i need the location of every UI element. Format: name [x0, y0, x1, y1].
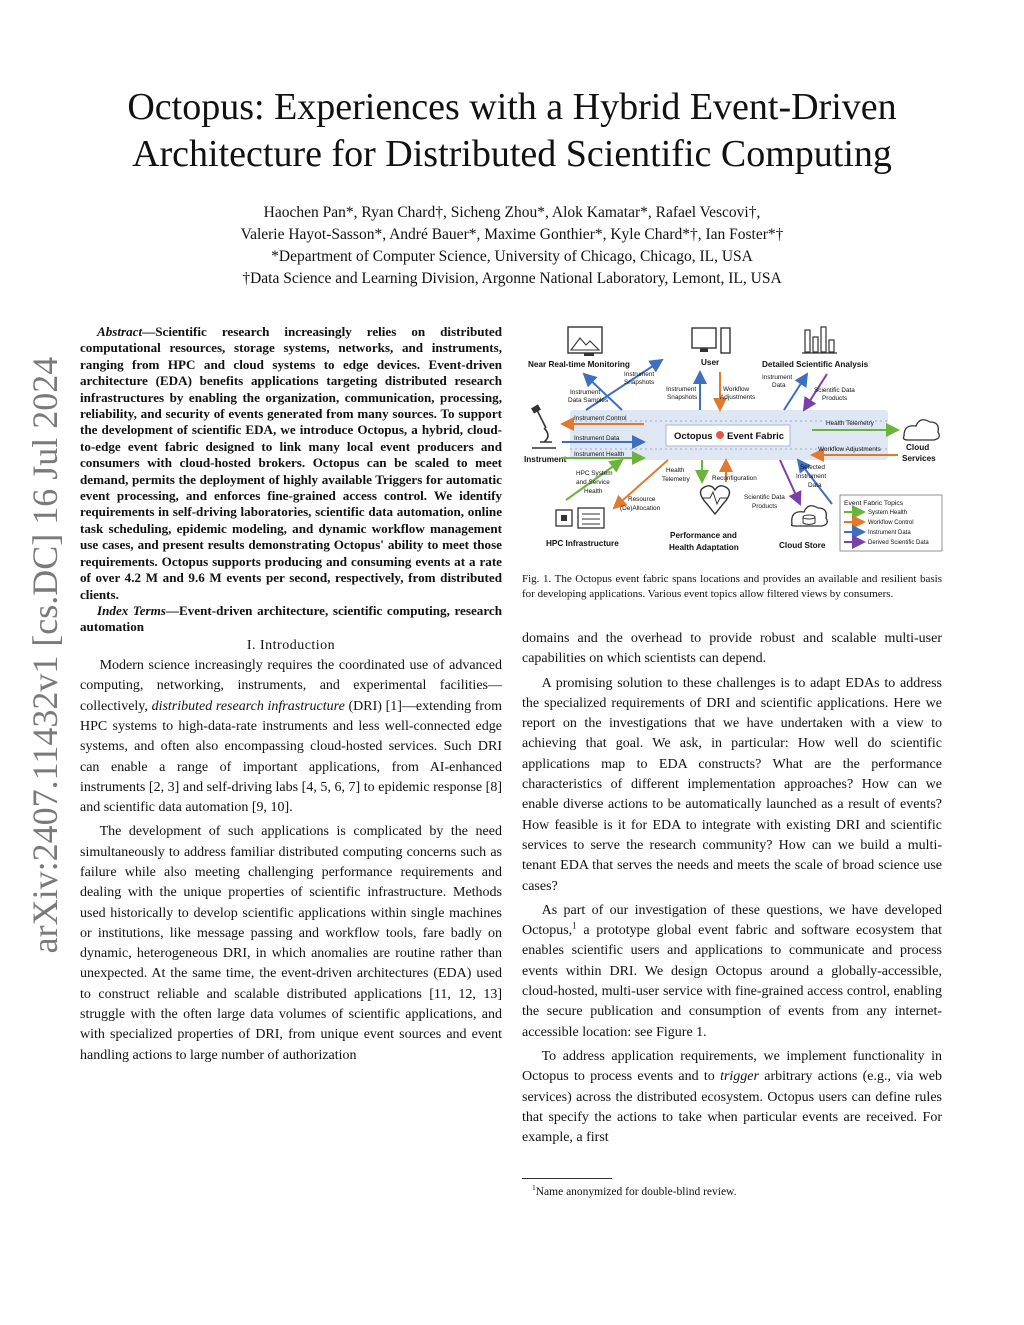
label-instrument-data: Instrument Data	[574, 435, 620, 442]
label-health-telemetry-2a: Health	[666, 467, 685, 474]
node-performance-2: Health Adaptation	[669, 543, 739, 552]
fabric-label-2: Event Fabric	[727, 431, 785, 442]
right-column	[522, 629, 942, 1148]
legend-item-label: Workflow Control	[868, 520, 914, 526]
index-terms-text: Event-driven architecture, scientific computing, research automation	[80, 602, 502, 635]
intro-paragraph-1: Modern science increasingly requires the coordinated use of advanced computing, networking, instruments, and experimental facilities—collectively, distributed research infrastructure (DRI) [1]—extending from HPC systems to high-data-rate instruments and less well-connected edge systems, and often also encompassing cloud-hosted services. Such DRI can enable a range of important applications, from AI-enhanced instruments [2, 3] and self-driving labs [4, 5, 6, 7] to epidemic response [8] and scientific data automation [9, 10].	[80, 658, 502, 816]
label-instrument-snapshots-2: Snapshots	[624, 379, 655, 386]
label-detailed-data-1: Instrument	[762, 374, 793, 381]
fabric-label: Octopus	[674, 431, 713, 442]
intro-paragraph-5: To address application requirements, we implement functionality in Octopus to process events and to trigger arbitrary actions (e.g., via web services) across the distributed ecosystem. Octopus users can define rules that specify the actions to take when particular events are received. For example, a first	[522, 1048, 942, 1146]
author-line-1: Haochen Pan*, Ryan Chard†, Sicheng Zhou*, Alok Kamatar*, Rafael Vescovi†,	[263, 204, 761, 221]
intro-paragraph-3: A promising solution to these challenges is to adapt EDAs to address the specialized requirements of DRI and scientific applications. Here we report on the investigations that we have undertaken with a view to achieving that goal. We ask, in particular: How well do scientific applications map to EDA constructs? What are the performance characteristics of different implementation approaches? How can we enable diverse actions to be automatically launched as a result of events? How feasible is it for EDA to integrate with existing DRI and scientific services to serve the research community? How can we build a multi-tenant EDA that serves the needs and meets the scale of broad science use cases?	[522, 675, 942, 894]
node-cloud-services-2: Services	[902, 454, 936, 463]
label-detailed-products-1: Scientific Data	[814, 387, 855, 394]
abstract: Abstract—Scientific research increasingly relies on distributed computational resources, storage systems, networks, and instruments, ranging from HPC and cloud systems to edge devices. Event-driven architecture (EDA) benefits applications targeting distributed research infrastructures by enabling the organization, communication, processing, reliability, and security of events generated from many sources. To support the development of scientific EDA, we introduce Octopus, a hybrid, cloud-to-edge event fabric designed to link many local event producers and consumers with cloud-hosted brokers. Octopus can be scaled to meet demand, permits the deployment of highly available Triggers for automatic event processing, and enforces fine-grained access control. We identify requirements in self-driving laboratories, scientific data automation, online task scheduling, epidemic modeling, and dynamic workflow management use cases, and present results demonstrating Octopus' ability to meet those requirements. Octopus supports producing and consuming events at a rate of over 4.2 M and 9.6 M events per second, respectively, from distributed clients.	[80, 324, 502, 602]
node-hpc-infrastructure: HPC Infrastructure	[546, 539, 619, 548]
footnote-1	[532, 1183, 737, 1198]
label-selected-3: Data	[808, 482, 822, 489]
footnote-divider	[522, 1178, 612, 1179]
label-data-samples-1: Instrument	[570, 389, 601, 396]
label-store-products-2: Products	[752, 503, 778, 510]
legend-title: Event Fabric Topics	[844, 500, 904, 507]
node-performance-1: Performance and	[670, 531, 737, 540]
bar-chart-icon	[802, 327, 837, 353]
section-heading-introduction: I. Introduction	[246, 637, 336, 653]
node-instrument: Instrument	[524, 455, 567, 464]
abstract-label: Abstract	[97, 324, 143, 339]
label-hpc-health-1: HPC System	[576, 470, 613, 477]
label-detailed-data-2: Data	[772, 382, 786, 389]
label-selected-1: Selected	[800, 464, 825, 471]
legend-item-label: Derived Scientific Data	[868, 540, 929, 546]
legend-item-label: Instrument Data	[868, 530, 911, 536]
label-hpc-health-3: Health	[584, 488, 603, 495]
label-detailed-products-2: Products	[822, 395, 848, 402]
left-column	[80, 324, 502, 1066]
label-instrument-snapshots-1: Instrument	[624, 371, 655, 378]
heart-pulse-icon	[701, 486, 730, 514]
node-cloud-services-1: Cloud	[906, 443, 930, 452]
label-data-samples-2: Data Samples	[568, 397, 609, 404]
label-instrument-control: Instrument Control	[574, 415, 627, 422]
label-hpc-health-2: and Service	[576, 479, 610, 486]
figure-1-caption: Fig. 1. The Octopus event fabric spans locations and provides an available and resilient basis for developing applications. Various event topics allow filtered views by consumers.	[522, 573, 942, 600]
label-reconfiguration: Reconfiguration	[712, 475, 757, 482]
node-near-realtime-monitoring: Near Real-time Monitoring	[528, 360, 630, 369]
node-user: User	[701, 358, 720, 367]
cloud-services-icon	[904, 420, 940, 440]
label-workflow-adjustments-2: Adjustments	[720, 394, 756, 401]
cloud-store-icon	[792, 506, 828, 526]
intro-paragraph-2: The development of such applications is complicated by the need simultaneously to address familiar distributed computing concerns such as failure while also meeting challenging performance requirements and dealing with the unique properties of scientific infrastructure. Methods used historically to develop scientific applications within single machines or institutions, like message passing and workflow tools, fare badly on dynamic, heterogeneous DRI, in which anomalies are routine rather than unexpected. At the same time, the event-driven architectures (EDA) used to construct reliable and scalable distributed applications [11, 12, 13] struggle with the often large data volumes of scientific applications, and with specialized properties of DRI, from unique event sources and event handling actions to large number of authorization	[80, 824, 502, 1063]
label-health-telemetry-2b: Telemetry	[662, 476, 690, 483]
hpc-chip-icon	[556, 508, 604, 528]
label-workflow-adjustments-cloud: Workflow Adjustments	[818, 446, 881, 453]
user-computer-icon	[692, 328, 730, 353]
intro-paragraph-4: As part of our investigation of these questions, we have developed Octopus,$^1$ a prototype global event fabric and software ecosystem that enables scientific users and applications to communicate and process events within DRI. We design Octopus around a globally-accessible, cloud-hosted, multi-user service with fine-grained access control, enabling the secure publication and consumption of events from any internet-accessible location: see Figure 1.	[522, 902, 942, 1040]
footnote-text: Name anonymized for double-blind review.	[535, 1186, 737, 1198]
abstract-text: Scientific research increasingly relies on distributed computational resources, storage systems, networks, and instruments, ranging from HPC and cloud systems to edge devices. Event-driven architecture (EDA) benefits applications targeting distributed research infrastructures by enabling the organization, communication, processing, reliability, and security of events generated from many sources. To support the development of scientific EDA, we introduce Octopus, a hybrid, cloud-to-edge event fabric designed to link many local event producers and consumers with cloud-hosted brokers. Octopus can be scaled to meet demand, permits the deployment of highly available Triggers for automatic event processing, and enforces fine-grained access control. We identify requirements in self-driving laboratories, scientific data automation, online task scheduling, epidemic modeling, and dynamic workflow management use cases, and present results demonstrating Octopus' ability to meet those requirements. Octopus supports producing and consuming events at a rate of over 4.2 M and 9.6 M events per second, respectively, from distributed clients.	[80, 324, 502, 602]
node-detailed-analysis: Detailed Scientific Analysis	[762, 360, 869, 369]
node-cloud-store: Cloud Store	[779, 541, 826, 550]
arxiv-identifier-stamp	[20, 356, 70, 954]
octopus-icon	[716, 431, 724, 439]
label-instrument-health: Instrument Health	[574, 451, 625, 458]
label-user-snapshots-2: Snapshots	[667, 394, 698, 401]
affiliation-uchicago: *Department of Computer Science, University of Chicago, Chicago, IL, USA	[271, 248, 753, 265]
footnote-marker: 1	[572, 920, 577, 931]
monitoring-icon	[568, 327, 602, 356]
microscope-icon	[531, 404, 556, 448]
legend-item-label: System Health	[868, 510, 908, 516]
figure-1-diagram	[522, 324, 944, 570]
label-health-telemetry: Health Telemetry	[826, 420, 874, 427]
figure-legend	[840, 495, 942, 551]
affiliation-argonne: †Data Science and Learning Division, Argonne National Laboratory, Lemont, IL, USA	[242, 270, 782, 287]
label-resource-2: (De)Allocation	[620, 505, 661, 512]
paper-title: Octopus: Experiences with a Hybrid Event-Driven Architecture for Distributed Scientific Computing	[127, 86, 897, 175]
intro-paragraph-2-continued: domains and the overhead to provide robust and scalable multi-user capabilities on which scientists can depend.	[522, 631, 942, 667]
label-selected-2: Instrument	[796, 473, 827, 480]
footnote-number: 1	[532, 1183, 536, 1193]
arxiv-identifier-text: arXiv:2407.11432v1 [cs.DC] 16 Jul 2024	[25, 356, 65, 954]
author-block	[60, 202, 964, 290]
label-resource-1: Resource	[628, 496, 656, 503]
label-user-snapshots-1: Instrument	[666, 386, 697, 393]
author-line-2: Valerie Hayot-Sasson*, André Bauer*, Maxime Gonthier*, Kyle Chard*†, Ian Foster*†	[240, 226, 784, 243]
label-workflow-adjustments-1: Workflow	[723, 386, 750, 393]
label-store-products-1: Scientific Data	[744, 494, 785, 501]
index-terms-label: Index Terms	[97, 602, 166, 618]
index-terms: Index Terms—Event-driven architecture, scientific computing, research automation	[80, 602, 502, 635]
